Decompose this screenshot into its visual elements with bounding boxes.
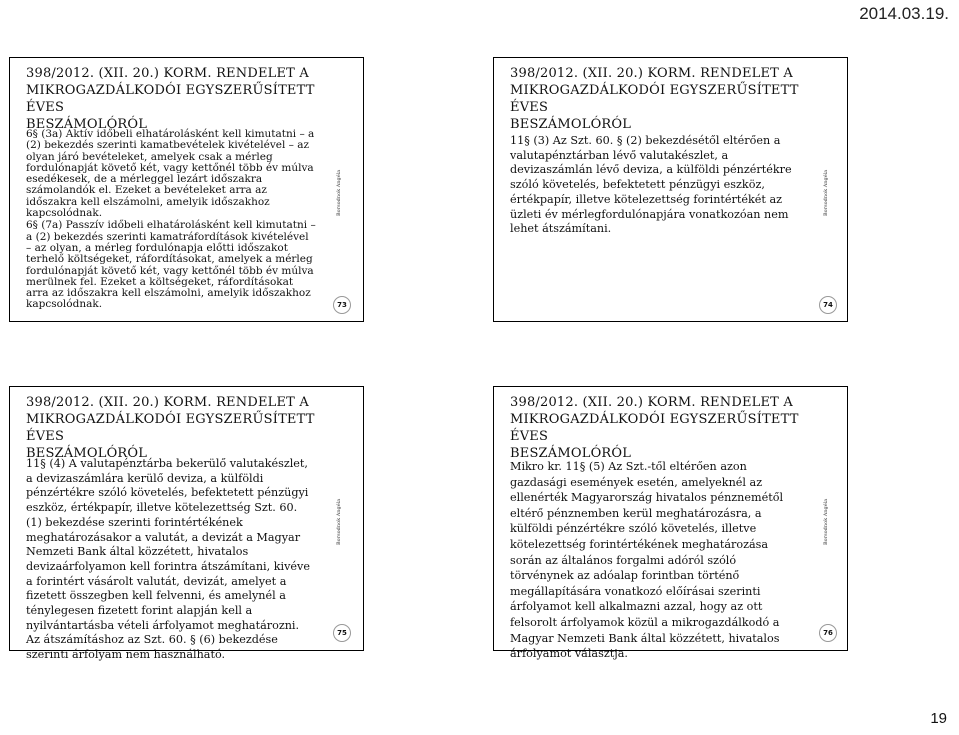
slide-title-line-3: BESZÁMOLÓRÓL — [510, 446, 632, 461]
slide-title-line-2: MIKROGAZDÁLKODÓI EGYSZERŰSÍTETT ÉVES — [26, 412, 315, 444]
slide-title — [26, 394, 356, 462]
slide-76 — [493, 386, 848, 661]
paragraph: 6§ (3a) Aktív időbeli elhatárolásként kell kimutatni – a (2) bekezdés szerinti kamatbevételek kivételével – az olyan járó bevételeket, amelyek csak a mérleg fordulónapját követő két, vagy kettőnél több év múlva esedékesek, de a mérleggel lezárt időszakra számolandók el. Ezeket a bevételeket arra az időszakra kell elszámolni, amelyik időszakhoz kapcsolódnak. — [26, 128, 315, 220]
paragraph: 11§ (3) Az Szt. 60. § (2) bekezdésétől eltérően a valutapénztárban lévő valutakészlet, a devizaszámlán lévő deviza, a külföldi pénzértékre szóló követelés, befektetett pénzügyi eszköz, értékpapír, illetve kötelezettség forintértékét az üzleti év mérlegfordulónapjára vonatkozóan nem lehet átszámítani. — [510, 134, 792, 236]
slide-title-line-3: BESZÁMOLÓRÓL — [26, 446, 148, 461]
side-note: Borsodnok Angéla — [823, 169, 829, 217]
slide-title — [510, 65, 840, 133]
slide-title-line-2: MIKROGAZDÁLKODÓI EGYSZERŰSÍTETT ÉVES — [510, 412, 799, 444]
slide-title-line-1: 398/2012. (XII. 20.) KORM. RENDELET A — [510, 66, 793, 81]
slide-title-line-2: MIKROGAZDÁLKODÓI EGYSZERŰSÍTETT ÉVES — [510, 83, 799, 115]
slide-75 — [9, 386, 364, 662]
side-note: Borsodnok Angéla — [336, 498, 342, 546]
slide-number: 74 — [819, 296, 837, 314]
slide-title-line-1: 398/2012. (XII. 20.) KORM. RENDELET A — [26, 395, 309, 410]
slide-body — [510, 134, 800, 238]
header-date: 2014.03.19. — [859, 4, 949, 23]
slide-title — [510, 394, 840, 462]
slide-title-line-1: 398/2012. (XII. 20.) KORM. RENDELET A — [510, 395, 793, 410]
page-number: 19 — [930, 710, 947, 727]
paragraph: Mikro kr. 11§ (5) Az Szt.-től eltérően azon gazdasági események esetén, amelyeknél az ellenérték Magyarország hivatalos pénznemétől eltérő pénznemben kerül meghatározásra, a külföldi pénzértékre szóló követelés, illetve kötelezettség forintértékének meghatározása során az általános forgalmi adóról szóló törvénynek az adóalap forintban történő megállapítására vonatkozó előírásai szerinti árfolyamot kell alkalmazni azzal, hogy az ott felsorolt árfolyamok közül a mikrogazdálkodó a Magyar Nemzeti Bank által közzétett, hivatalos árfolyamot választja. — [510, 460, 784, 661]
slide-body — [26, 129, 316, 312]
slide-number: 73 — [333, 296, 351, 314]
paragraph: 6§ (7a) Passzív időbeli elhatárolásként kell kimutatni – a (2) bekezdés szerinti kamatráfordítások kivételével – az olyan, a mérleg fordulónapja előtti időszakot terhelő költségeket, ráfordításokat, amelyek a mérleg fordulónapját követő két, vagy kettőnél több év múlva merülnek fel. Ezeket a költségeket, ráfordításokat arra az időszakra kell elszámolni, amelyik időszakhoz kapcsolódnak. — [26, 219, 316, 311]
slide-title-line-3: BESZÁMOLÓRÓL — [26, 117, 148, 132]
slide-title-line-1: 398/2012. (XII. 20.) KORM. RENDELET A — [26, 66, 309, 81]
slide-title-line-2: MIKROGAZDÁLKODÓI EGYSZERŰSÍTETT ÉVES — [26, 83, 315, 115]
slide-number: 76 — [819, 624, 837, 642]
side-note: Borsodnok Angéla — [823, 498, 829, 546]
slide-title — [26, 65, 356, 133]
slide-74 — [493, 57, 848, 322]
slide-number: 75 — [333, 624, 351, 642]
side-note: Borsodnok Angéla — [336, 169, 342, 217]
slide-title-line-3: BESZÁMOLÓRÓL — [510, 117, 632, 132]
paragraph: 11§ (4) A valutapénztárba bekerülő valutakészlet, a devizaszámlára kerülő deviza, a külföldi pénzértékre szóló követelés, befektetett pénzügyi eszköz, értékpapír, illetve kötelezettség Szt. 60. (1) bekezdése szerinti forintértékének meghatározásakor a valutát, a devizát a Magyar Nemzeti Bank által közzétett, hivatalos devizaárfolyamon kell forintra átszámítani, kivéve a forintért vásárolt valutát, devizát, amelyet a fizetett összegben kell felvenni, és amelynél a ténylegesen fizetett forint alapján kell a nyilvántartásba vételi árfolyamot meghatározni. Az átszámításhoz az Szt. 60. § (6) bekezdése szerinti árfolyam nem használható. — [26, 457, 310, 662]
slide-body — [26, 457, 316, 664]
slide-body — [510, 459, 800, 663]
slide-73 — [9, 57, 364, 322]
